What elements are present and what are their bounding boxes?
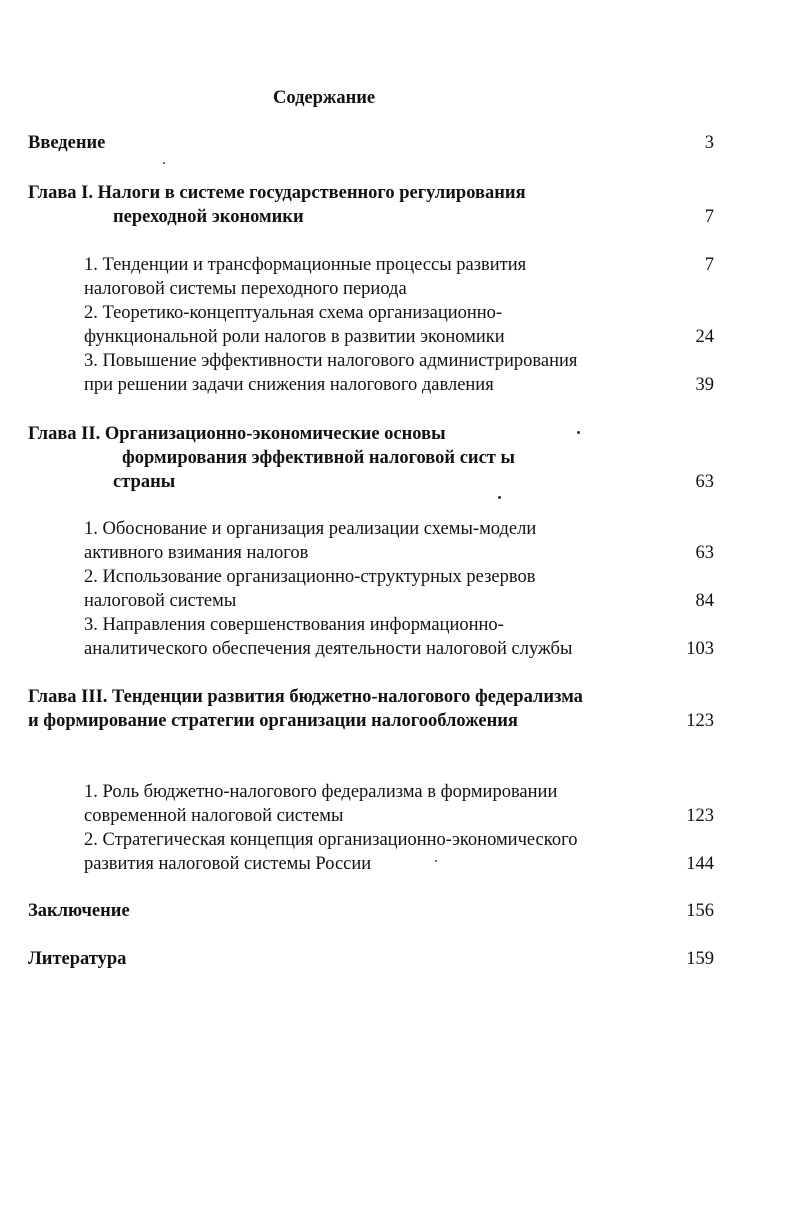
toc-chapter3-page: 123 bbox=[686, 711, 714, 731]
toc-ch2-sec3-page: 103 bbox=[686, 639, 714, 659]
toc-ch2-sec1-line1: 1. Обоснование и организация реализации схемы-модели bbox=[84, 519, 537, 539]
toc-chapter2-page: 63 bbox=[695, 472, 714, 492]
toc-ch2-sec2-line1: 2. Использование организационно-структурных резервов bbox=[84, 567, 536, 587]
toc-chapter1-title-line2: переходной экономики bbox=[113, 207, 304, 227]
toc-chapter3-title-line1: Глава III. Тенденции развития бюджетно-налогового федерализма bbox=[28, 687, 583, 707]
page-title: Содержание bbox=[273, 88, 376, 108]
toc-ch3-sec2-line1: 2. Стратегическая концепция организационно-экономического bbox=[84, 830, 578, 850]
toc-ch1-sec1-line1: 1. Тенденции и трансформационные процессы развития bbox=[84, 255, 527, 275]
scan-speck bbox=[577, 431, 580, 434]
toc-chapter3-title-line2: и формирование стратегии организации налогообложения bbox=[28, 711, 518, 731]
toc-ch2-sec1-line2: активного взимания налогов bbox=[84, 543, 309, 563]
scan-speck bbox=[498, 496, 501, 499]
toc-ch2-sec3-line2: аналитического обеспечения деятельности налоговой службы bbox=[84, 639, 573, 659]
toc-ch3-sec2-page: 144 bbox=[686, 854, 714, 874]
scan-speck bbox=[163, 162, 165, 164]
toc-ch3-sec1-page: 123 bbox=[686, 806, 714, 826]
toc-ch2-sec2-page: 84 bbox=[695, 591, 714, 611]
toc-chapter2-title-line1: Глава II. Организационно-экономические основы bbox=[28, 424, 446, 444]
scan-speck bbox=[435, 860, 437, 862]
toc-ch1-sec1-page: 7 bbox=[704, 255, 714, 275]
toc-ch1-sec3-line2: при решении задачи снижения налогового давления bbox=[84, 375, 494, 395]
toc-ch1-sec3-page: 39 bbox=[695, 375, 714, 395]
toc-ch1-sec2-line2: функциональной роли налогов в развитии экономики bbox=[84, 327, 505, 347]
toc-ch1-sec2-line1: 2. Теоретико-концептуальная схема организационно- bbox=[84, 303, 503, 323]
toc-chapter2-title-line3: страны bbox=[113, 472, 176, 492]
toc-intro-label: Введение bbox=[28, 133, 106, 153]
toc-ch1-sec2-page: 24 bbox=[695, 327, 714, 347]
toc-conclusion-page: 156 bbox=[686, 901, 714, 921]
toc-ch3-sec2-line2: развития налоговой системы России bbox=[84, 854, 372, 874]
toc-chapter1-page: 7 bbox=[704, 207, 714, 227]
toc-ch2-sec1-page: 63 bbox=[695, 543, 714, 563]
toc-ch2-sec2-line2: налоговой системы bbox=[84, 591, 237, 611]
toc-ch2-sec3-line1: 3. Направления совершенствования информационно- bbox=[84, 615, 504, 635]
toc-ch3-sec1-line2: современной налоговой системы bbox=[84, 806, 344, 826]
toc-literature-page: 159 bbox=[686, 949, 714, 969]
toc-ch3-sec1-line1: 1. Роль бюджетно-налогового федерализма в формировании bbox=[84, 782, 558, 802]
toc-chapter2-title-line2: формирования эффективной налоговой сист ы bbox=[122, 448, 515, 468]
toc-ch1-sec1-line2: налоговой системы переходного периода bbox=[84, 279, 407, 299]
toc-chapter1-title-line1: Глава I. Налоги в системе государственного регулирования bbox=[28, 183, 526, 203]
toc-conclusion-label: Заключение bbox=[28, 901, 130, 921]
toc-ch1-sec3-line1: 3. Повышение эффективности налогового администрирования bbox=[84, 351, 578, 371]
toc-intro-page: 3 bbox=[704, 133, 714, 153]
toc-literature-label: Литература bbox=[28, 949, 127, 969]
